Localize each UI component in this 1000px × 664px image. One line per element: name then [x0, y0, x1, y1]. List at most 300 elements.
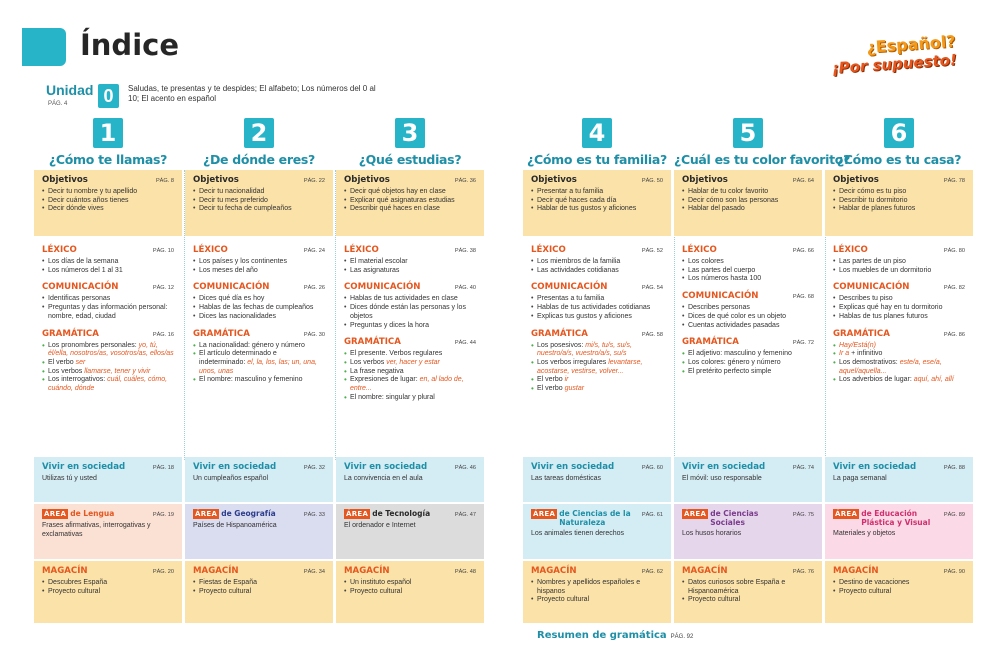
unit-number[interactable]: 4	[582, 118, 612, 148]
communication-section	[833, 282, 965, 321]
area-header	[531, 509, 663, 527]
society-box[interactable]	[34, 457, 182, 502]
grammar-example: levantarse, acostarse, vestirse, volver...	[537, 358, 643, 375]
magazine-heading: MAGACÍN	[193, 566, 239, 576]
area-text: El ordenador e Internet	[344, 522, 416, 529]
area-page: PÁG. 47	[454, 512, 476, 518]
unit-title[interactable]: ¿Cómo es tu casa?	[836, 152, 962, 167]
grammar-item	[42, 359, 174, 368]
grammar-example: yo, tú, él/ella, nosotros/as, vosotros/as, ellos/as	[48, 341, 174, 358]
magazine-box[interactable]	[825, 561, 973, 623]
area-badge: ÁREA	[195, 510, 218, 518]
grammar-section	[531, 329, 663, 394]
unit-number[interactable]: 2	[244, 118, 274, 148]
society-page: PÁG. 32	[303, 465, 325, 471]
area-title-wrap	[42, 509, 114, 519]
lexicon-heading: LÉXICO	[833, 245, 868, 255]
area-box[interactable]	[674, 504, 822, 559]
lexicon-heading: LÉXICO	[344, 245, 379, 255]
area-text: Materiales y objetos	[833, 530, 896, 537]
magazine-item: • Un instituto español	[344, 579, 476, 588]
magazine-item: • Destino de vacaciones	[833, 579, 965, 588]
communication-header	[42, 282, 174, 292]
grammar-section	[193, 329, 325, 386]
communication-item: • Preguntas y das información personal: nombre, edad, ciudad	[42, 304, 174, 321]
lexicon-page: PÁG. 52	[641, 248, 663, 254]
grammar-example: ir	[564, 376, 569, 384]
objectives-header	[42, 175, 174, 185]
grammar-page: PÁG. 16	[152, 331, 174, 338]
grammar-item	[833, 350, 965, 359]
objective-item: • Describir tu dormitorio	[833, 197, 965, 206]
objectives-box	[674, 170, 822, 236]
objectives-header	[193, 175, 325, 185]
magazine-item: • Proyecto cultural	[682, 596, 814, 605]
magazine-item: • Proyecto cultural	[344, 588, 476, 597]
lexicon-heading: LÉXICO	[42, 245, 77, 255]
grammar-item	[42, 376, 174, 393]
grammar-text: La frase negativa	[350, 367, 404, 375]
content-box	[34, 240, 182, 454]
lexicon-page: PÁG. 10	[152, 248, 174, 254]
communication-item: • Describes tu piso	[833, 295, 965, 304]
grammar-text: La nacionalidad: género y número	[199, 341, 305, 349]
content-box	[523, 240, 671, 454]
grammar-item	[531, 376, 663, 385]
grammar-list	[344, 350, 476, 402]
logo-line1: ¿Español?	[865, 31, 956, 57]
society-box[interactable]	[185, 457, 333, 502]
area-text: Frases afirmativas, interrogativas y exclamativas	[42, 522, 151, 538]
unit-number[interactable]: 5	[733, 118, 763, 148]
grammar-example: este/a, ese/a, aquel/aquella...	[839, 358, 942, 375]
grammar-example: mi/s, tu/s, su/s, nuestro/a/s, vuestro/a/s, su/s	[537, 341, 632, 358]
communication-heading: COMUNICACIÓN	[531, 282, 608, 293]
grammar-summary-label: Resumen de gramática	[537, 630, 667, 641]
magazine-page: PÁG. 20	[152, 569, 174, 575]
lexicon-item: • Las asignaturas	[344, 267, 476, 276]
society-text: Un cumpleaños español	[193, 475, 269, 482]
objectives-page: PÁG. 78	[943, 178, 965, 184]
lexicon-list	[531, 258, 663, 275]
magazine-page: PÁG. 90	[943, 569, 965, 575]
communication-heading: COMUNICACIÓN	[833, 282, 910, 293]
objective-list	[193, 188, 325, 214]
objective-item: • Decir cómo es tu piso	[833, 188, 965, 197]
grammar-header	[344, 337, 476, 347]
magazine-list	[344, 579, 476, 596]
communication-list	[193, 295, 325, 321]
grammar-text: Los verbos irregulares	[537, 358, 609, 366]
lexicon-header	[682, 245, 814, 255]
objectives-box	[185, 170, 333, 236]
magazine-item: • Descubres España	[42, 579, 174, 588]
objective-item: • Decir tu nombre y tu apellido	[42, 188, 174, 197]
area-subject: de Lengua	[70, 509, 115, 518]
grammar-heading: GRAMÁTICA	[344, 337, 401, 348]
grammar-item	[344, 359, 476, 368]
grammar-text: El nombre: masculino y femenino	[199, 376, 303, 384]
area-title-wrap	[193, 509, 276, 519]
objectives-header	[344, 175, 476, 185]
unit-column-1	[34, 118, 182, 595]
area-subject: de Tecnología	[372, 509, 431, 518]
lexicon-list	[833, 258, 965, 275]
area-badge: ÁREA	[684, 510, 707, 518]
grammar-heading: GRAMÁTICA	[531, 328, 588, 339]
grammar-text: El verbo	[537, 376, 565, 384]
communication-item: • Presentas a tu familia	[531, 295, 663, 304]
grammar-example: en, al lado de, entre...	[350, 376, 464, 393]
grammar-item	[682, 368, 814, 377]
objective-item: • Hablar de planes futuros	[833, 205, 965, 214]
grammar-item	[344, 368, 476, 377]
communication-section	[344, 282, 476, 330]
society-heading: Vivir en sociedad	[193, 462, 277, 472]
grammar-item	[833, 376, 965, 385]
society-header	[531, 462, 663, 472]
communication-section	[42, 282, 174, 321]
communication-item: • Explicas tus gustos y aficiones	[531, 313, 663, 322]
area-badge: ÁREA	[44, 510, 67, 518]
lexicon-list	[42, 258, 174, 275]
lexicon-header	[531, 245, 663, 255]
unit-number[interactable]: 6	[884, 118, 914, 148]
objective-list	[531, 188, 663, 214]
grammar-text: Los verbos	[350, 358, 387, 366]
grammar-heading: GRAMÁTICA	[833, 328, 890, 339]
area-subject: de Educación Plástica y Visual	[861, 509, 931, 527]
magazine-page: PÁG. 34	[303, 569, 325, 575]
communication-section	[682, 291, 814, 330]
magazine-header	[344, 566, 476, 576]
society-heading: Vivir en sociedad	[42, 462, 126, 472]
objectives-heading: Objetivos	[682, 175, 728, 185]
society-page: PÁG. 88	[943, 465, 965, 471]
grammar-text: Los adverbios de lugar:	[839, 376, 914, 384]
grammar-item	[531, 359, 663, 376]
unit-title[interactable]: ¿De dónde eres?	[203, 152, 315, 167]
magazine-box[interactable]	[674, 561, 822, 623]
society-heading: Vivir en sociedad	[833, 462, 917, 472]
content-box	[336, 240, 484, 454]
lexicon-heading: LÉXICO	[531, 245, 566, 255]
grammar-list	[531, 342, 663, 394]
magazine-heading: MAGACÍN	[531, 566, 577, 576]
communication-item: • Hablas de tus actividades cotidianas	[531, 304, 663, 313]
objectives-heading: Objetivos	[42, 175, 88, 185]
area-page: PÁG. 19	[152, 512, 174, 518]
page-title: Índice	[80, 28, 179, 62]
magazine-list	[531, 579, 663, 605]
unit-column-6	[825, 118, 973, 595]
objectives-box	[34, 170, 182, 236]
grammar-item	[682, 359, 814, 368]
grammar-page: PÁG. 30	[303, 331, 325, 338]
society-box[interactable]	[825, 457, 973, 502]
unit-0[interactable]	[46, 82, 376, 107]
grammar-list	[42, 342, 174, 394]
society-box[interactable]	[523, 457, 671, 502]
area-text: Los animales tienen derechos	[531, 530, 625, 537]
unit-title[interactable]: ¿Cómo te llamas?	[48, 152, 168, 167]
communication-header	[682, 291, 814, 301]
communication-heading: COMUNICACIÓN	[682, 291, 759, 302]
lexicon-page: PÁG. 80	[943, 248, 965, 254]
grammar-page: PÁG. 58	[641, 331, 663, 338]
grammar-header	[833, 329, 965, 339]
objective-list	[833, 188, 965, 214]
area-box[interactable]	[185, 504, 333, 559]
lexicon-header	[193, 245, 325, 255]
communication-heading: COMUNICACIÓN	[344, 282, 421, 293]
unit-0-label: Unidad	[46, 82, 94, 98]
grammar-text: Los verbos	[48, 367, 85, 375]
objectives-heading: Objetivos	[193, 175, 239, 185]
magazine-header	[193, 566, 325, 576]
content-box	[674, 240, 822, 454]
lexicon-item: • Los números hasta 100	[682, 275, 814, 284]
lexicon-page: PÁG. 66	[792, 248, 814, 254]
area-page: PÁG. 89	[943, 512, 965, 518]
lexicon-heading: LÉXICO	[193, 245, 228, 255]
content-box	[825, 240, 973, 454]
communication-item: • Identificas personas	[42, 295, 174, 304]
communication-item: • Hablas de tus actividades en clase	[344, 295, 476, 304]
society-heading: Vivir en sociedad	[531, 462, 615, 472]
area-badge: ÁREA	[533, 510, 556, 518]
objectives-heading: Objetivos	[833, 175, 879, 185]
magazine-header	[531, 566, 663, 576]
society-heading: Vivir en sociedad	[344, 462, 428, 472]
area-box[interactable]	[34, 504, 182, 559]
grammar-list	[833, 342, 965, 386]
grammar-text: Los posesivos:	[537, 341, 586, 349]
area-title-wrap	[833, 509, 944, 527]
grammar-text: El adjetivo: masculino y femenino	[688, 350, 792, 358]
society-heading: Vivir en sociedad	[682, 462, 766, 472]
objective-item: • Hablar de tu color favorito	[682, 188, 814, 197]
magazine-heading: MAGACÍN	[682, 566, 728, 576]
communication-page: PÁG. 40	[454, 285, 476, 292]
logo	[830, 32, 957, 78]
grammar-section	[682, 337, 814, 376]
magazine-list	[42, 579, 174, 596]
magazine-item: • Proyecto cultural	[193, 588, 325, 597]
objective-list	[42, 188, 174, 214]
objective-item: • Hablar de tus gustos y aficiones	[531, 205, 663, 214]
communication-header	[531, 282, 663, 292]
society-text: La convivencia en el aula	[344, 475, 423, 482]
objective-item: • Decir tu mes preferido	[193, 197, 325, 206]
lexicon-item: • El material escolar	[344, 258, 476, 267]
grammar-page: PÁG. 86	[943, 331, 965, 338]
communication-item: • Cuentas actividades pasadas	[682, 322, 814, 331]
communication-list	[833, 295, 965, 321]
grammar-item	[531, 342, 663, 359]
society-header	[833, 462, 965, 472]
magazine-item: • Proyecto cultural	[833, 588, 965, 597]
grammar-text: + infinitivo	[849, 350, 883, 358]
communication-list	[531, 295, 663, 321]
grammar-text: El presente. Verbos regulares	[350, 350, 443, 358]
objectives-box	[336, 170, 484, 236]
area-badge: ÁREA	[835, 510, 858, 518]
grammar-text: Los demostrativos:	[839, 358, 900, 366]
magazine-item: • Datos curiosos sobre España e Hispanoamérica	[682, 579, 814, 596]
communication-page: PÁG. 26	[303, 285, 325, 292]
unit-title[interactable]: ¿Cuál es tu color favorito?	[674, 152, 851, 167]
lexicon-item: • Los días de la semana	[42, 258, 174, 267]
lexicon-item: • Los miembros de la familia	[531, 258, 663, 267]
grammar-item	[344, 376, 476, 393]
index-tab-decoration	[22, 28, 66, 66]
area-header	[344, 509, 476, 519]
unit-0-page: PÁG. 4	[48, 101, 68, 107]
communication-section	[193, 282, 325, 321]
area-page: PÁG. 61	[641, 512, 663, 518]
communication-item: • Preguntas y dices la hora	[344, 322, 476, 331]
grammar-text: Los interrogativos:	[48, 376, 108, 384]
unit-column-2	[185, 118, 333, 595]
society-box[interactable]	[674, 457, 822, 502]
grammar-example: Ir a	[839, 350, 850, 358]
grammar-header	[531, 329, 663, 339]
society-page: PÁG. 46	[454, 465, 476, 471]
society-page: PÁG. 18	[152, 465, 174, 471]
grammar-example: aquí, ahí, allí	[913, 376, 954, 384]
objectives-header	[682, 175, 814, 185]
grammar-section	[344, 337, 476, 402]
communication-item: • Explicas qué hay en tu dormitorio	[833, 304, 965, 313]
area-badge: ÁREA	[346, 510, 369, 518]
grammar-text: El pretérito perfecto simple	[688, 367, 772, 375]
magazine-page: PÁG. 76	[792, 569, 814, 575]
objective-item: • Decir qué haces cada día	[531, 197, 663, 206]
objective-item: • Decir dónde vives	[42, 205, 174, 214]
magazine-box[interactable]	[336, 561, 484, 623]
grammar-text: El artículo determinado e indeterminado:	[199, 350, 277, 366]
magazine-heading: MAGACÍN	[344, 566, 390, 576]
magazine-heading: MAGACÍN	[42, 566, 88, 576]
lexicon-header	[833, 245, 965, 255]
communication-heading: COMUNICACIÓN	[42, 282, 119, 293]
objective-item: • Describir qué haces en clase	[344, 205, 476, 214]
lexicon-item: • Las actividades cotidianas	[531, 267, 663, 276]
area-header	[682, 509, 814, 527]
grammar-item	[42, 342, 174, 359]
magazine-box[interactable]	[185, 561, 333, 623]
lexicon-header	[344, 245, 476, 255]
area-text: Los husos horarios	[682, 530, 742, 537]
grammar-summary[interactable]	[537, 630, 693, 641]
logo-line2: ¡Por supuesto!	[830, 50, 958, 78]
objectives-page: PÁG. 50	[641, 178, 663, 184]
magazine-page: PÁG. 48	[454, 569, 476, 575]
society-header	[344, 462, 476, 472]
objectives-page: PÁG. 8	[155, 178, 174, 184]
objective-item: • Decir tu fecha de cumpleaños	[193, 205, 325, 214]
grammar-text: Expresiones de lugar:	[350, 376, 420, 384]
grammar-header	[42, 329, 174, 339]
objective-item: • Hablar del pasado	[682, 205, 814, 214]
magazine-item: • Nombres y apellidos españoles e hispanos	[531, 579, 663, 596]
communication-page: PÁG. 12	[152, 285, 174, 292]
communication-header	[193, 282, 325, 292]
unit-title[interactable]: ¿Qué estudias?	[358, 152, 462, 167]
grammar-item	[344, 394, 476, 403]
magazine-item: • Proyecto cultural	[42, 588, 174, 597]
unit-number[interactable]: 3	[395, 118, 425, 148]
grammar-example: ser	[75, 358, 86, 366]
communication-section	[531, 282, 663, 321]
magazine-header	[833, 566, 965, 576]
society-header	[682, 462, 814, 472]
grammar-page: PÁG. 44	[454, 340, 476, 347]
lexicon-item: • Los números del 1 al 31	[42, 267, 174, 276]
area-subject: de Ciencias Sociales	[710, 509, 759, 527]
lexicon-item: • Los meses del año	[193, 267, 325, 276]
grammar-example: llamarse, tener y vivir	[84, 367, 151, 375]
communication-item: • Dices de qué color es un objeto	[682, 313, 814, 322]
area-header	[193, 509, 325, 519]
objective-item: • Decir cuántos años tienes	[42, 197, 174, 206]
grammar-list	[682, 350, 814, 376]
communication-list	[42, 295, 174, 321]
objective-item: • Explicar qué asignaturas estudias	[344, 197, 476, 206]
magazine-box[interactable]	[523, 561, 671, 623]
communication-heading: COMUNICACIÓN	[193, 282, 270, 293]
grammar-summary-page: PÁG. 92	[670, 634, 694, 640]
magazine-item: • Proyecto cultural	[531, 596, 663, 605]
society-box[interactable]	[336, 457, 484, 502]
objective-item: • Decir tu nacionalidad	[193, 188, 325, 197]
communication-page: PÁG. 82	[943, 285, 965, 292]
grammar-item	[193, 376, 325, 385]
unit-number[interactable]: 1	[93, 118, 123, 148]
grammar-item	[193, 350, 325, 376]
area-box[interactable]	[523, 504, 671, 559]
grammar-example: el, la, los, las; un, una, unos, unas	[199, 358, 317, 375]
lexicon-item: • Las partes del cuerpo	[682, 267, 814, 276]
communication-header	[344, 282, 476, 292]
grammar-heading: GRAMÁTICA	[42, 328, 99, 339]
objectives-header	[531, 175, 663, 185]
lexicon-item: • Los países y los continentes	[193, 258, 325, 267]
objective-item: • Decir cómo son las personas	[682, 197, 814, 206]
society-header	[193, 462, 325, 472]
area-title-wrap	[344, 509, 430, 519]
area-subject: de Geografía	[221, 509, 276, 518]
objectives-box	[523, 170, 671, 236]
society-header	[42, 462, 174, 472]
lexicon-heading: LÉXICO	[682, 245, 717, 255]
grammar-item	[42, 368, 174, 377]
grammar-text: El verbo	[537, 385, 565, 393]
lexicon-list	[682, 258, 814, 284]
magazine-box[interactable]	[34, 561, 182, 623]
grammar-page: PÁG. 72	[792, 340, 814, 347]
society-page: PÁG. 74	[792, 465, 814, 471]
area-box[interactable]	[825, 504, 973, 559]
unit-title[interactable]: ¿Cómo es tu familia?	[527, 152, 667, 167]
grammar-text: El verbo	[48, 358, 76, 366]
grammar-item	[344, 350, 476, 359]
lexicon-item: • Los colores	[682, 258, 814, 267]
area-box[interactable]	[336, 504, 484, 559]
grammar-text: El nombre: singular y plural	[350, 393, 435, 401]
lexicon-list	[193, 258, 325, 275]
